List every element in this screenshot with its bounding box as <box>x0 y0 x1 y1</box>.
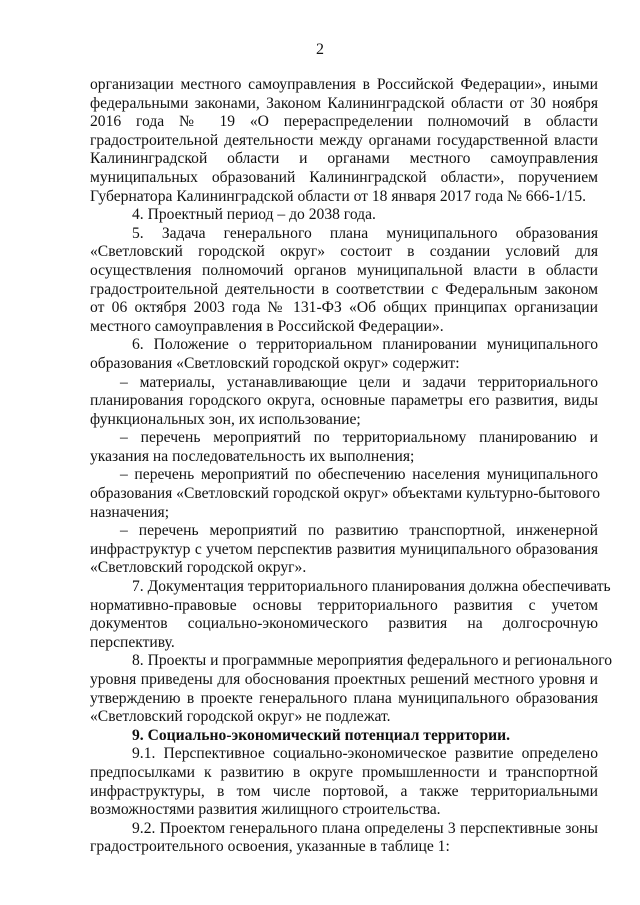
text-line: функциональных зон, их использование; <box>90 410 361 428</box>
text-line: указания на последовательность их выполнения; <box>90 447 415 465</box>
text-line: Калининградской области и органами местного самоуправления <box>90 150 598 168</box>
text-line: 2016 года № 19 «О перераспределении полномочий в области <box>90 113 598 131</box>
text-line: предпосылками к развитию в округе промышленности и транспортной <box>90 763 598 781</box>
text-line: образования «Светловский городской округ» содержит: <box>90 354 460 372</box>
text-line: 4. Проектный период – до 2038 года. <box>132 206 376 224</box>
text-line: градостроительной деятельности между органами государственной власти <box>90 131 598 149</box>
text-line: – перечень мероприятий по территориальному планированию и <box>120 429 598 447</box>
text-line: 7. Документация территориального планирования должна обеспечивать <box>132 578 611 596</box>
text-line: нормативно-правовые основы территориального развития с учетом <box>90 596 598 614</box>
text-line: градостроительного освоения, указанные в таблице 1: <box>90 838 450 856</box>
text-line: 9.1. Перспективное социально-экономическое развитие определено <box>132 745 598 763</box>
text-line: «Светловский городской округ» не подлежат. <box>90 708 391 726</box>
text-line: – материалы, устанавливающие цели и задачи территориального <box>120 373 598 391</box>
text-line: 9.2. Проектом генерального плана определены 3 перспективные зоны <box>132 819 598 837</box>
document-body <box>90 76 613 857</box>
text-line: образования «Светловский городской округ» объектами культурно-бытового <box>90 485 601 503</box>
text-line: федеральными законами, Законом Калининградской области от 30 ноября <box>90 94 598 112</box>
page-number: 2 <box>316 41 324 58</box>
text-line: местного самоуправления в Российской Федерации». <box>90 317 444 335</box>
text-line: – перечень мероприятий по развитию транспортной, инженерной <box>120 522 598 540</box>
text-line: Губернатора Калининградской области от 18 января 2017 года № 666-1/15. <box>90 187 587 205</box>
text-line: перспективу. <box>90 633 175 651</box>
text-line: – перечень мероприятий по обеспечению населения муниципального <box>120 466 598 484</box>
text-line: осуществления полномочий органов муниципальной власти в области <box>90 261 598 279</box>
text-line: градостроительной деятельности в соответствии с Федеральным законом <box>90 280 598 298</box>
text-line: утверждению в проекте генерального плана муниципального образования <box>90 689 598 707</box>
text-line: «Светловский городской округ». <box>90 559 307 577</box>
text-line: муниципальных образований Калининградской области», поручением <box>90 168 598 186</box>
text-line: от 06 октября 2003 года № 131-ФЗ «Об общих принципах организации <box>90 299 598 317</box>
text-line: организации местного самоуправления в Российской Федерации», иными <box>90 76 598 93</box>
text-line: 5. Задача генерального плана муниципального образования <box>132 224 598 242</box>
text-line: «Светловский городской округ» состоит в создании условий для <box>90 243 598 261</box>
text-line: 8. Проекты и программные мероприятия федерального и регионального <box>132 652 613 670</box>
text-line: 6. Положение о территориальном планировании муниципального <box>132 336 598 354</box>
text-line: уровня приведены для обоснования проектных решений местного уровня и <box>90 671 598 688</box>
text-line: документов социально-экономического развития на долгосрочную <box>90 615 598 633</box>
text-line: назначения; <box>90 503 170 521</box>
section-heading-line: 9. Социально-экономический потенциал территории. <box>132 726 511 744</box>
text-line: планирования городского округа, основные параметры его развития, виды <box>90 392 598 410</box>
text-line: инфраструктуры, в том числе портовой, а также территориальными <box>90 782 598 800</box>
text-line: инфраструктур с учетом перспектив развития муниципального образования <box>90 540 598 558</box>
text-line: возможностями развития жилищного строительства. <box>90 801 441 819</box>
